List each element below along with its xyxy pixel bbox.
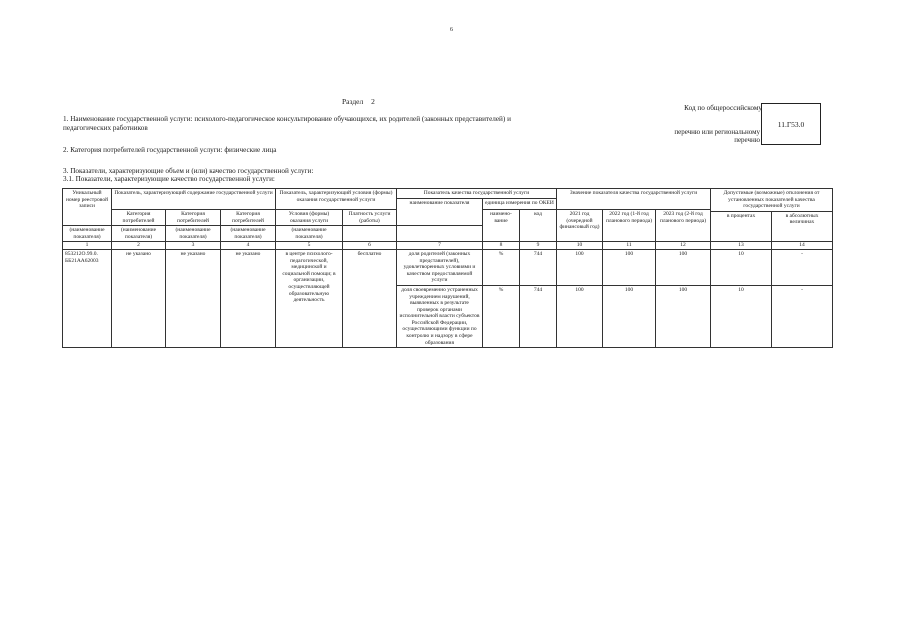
payment-cell: бесплатно	[343, 249, 397, 347]
header-unit-code: код	[520, 209, 557, 241]
header-name-hint-1: (наименование показателя)	[63, 226, 112, 242]
header-absolute: в абсолютных величинах	[772, 211, 833, 242]
header-service-forms: Условия (формы) оказания услуги	[276, 209, 343, 225]
header-consumer-category-1: Категория потребителей	[112, 209, 166, 225]
column-number: 7	[397, 242, 483, 250]
header-name-hint-3: (наименование показателя)	[166, 226, 221, 242]
value-2021-cell: 100	[557, 249, 603, 285]
code-value: 11.Г53.0	[777, 119, 805, 129]
value-2021-cell: 100	[557, 285, 603, 347]
header-indicator-name: наименование показателя	[397, 198, 483, 226]
header-indicator-values: Значение показателя качества государственной услуги	[557, 189, 711, 210]
header-consumer-category-2: Категория потребителей	[166, 209, 221, 225]
indicator-name-cell: доля родителей (законных представителей), удовлетворенных условиями и качеством предоставляемой услуги	[397, 249, 483, 285]
header-conditions-indicator: Показатель, характеризующий условия (формы) оказания государственной услуги	[276, 189, 397, 210]
header-year-2023: 2023 год (2-й год планового периода)	[656, 209, 711, 241]
indicator-name-cell: доля своевременно устраненных учреждением нарушений, выявленных в результате проверок органами исполнительной власти субъектов Российской Федерации, осуществляющими функции по контролю и надзору в сфере образования	[397, 285, 483, 347]
reg-number-cell: 853212О.99.0. ББ21АА62003	[63, 249, 112, 347]
content-cell-1: не указано	[112, 249, 166, 347]
column-number: 1	[63, 242, 112, 250]
column-number: 12	[656, 242, 711, 250]
header-payment: Платность услуги (работы)	[343, 209, 397, 225]
table-row	[63, 249, 833, 285]
deviation-percent-cell: 10	[711, 249, 772, 285]
quality-indicators-table	[62, 188, 833, 348]
header-empty-cell	[343, 226, 397, 242]
code-label-line-2: перечню или региональному перечню	[674, 128, 760, 144]
header-name-hint-2: (наименование показателя)	[112, 226, 166, 242]
header-unit: единица измерения по ОКЕИ	[483, 198, 557, 209]
value-2023-cell: 100	[656, 285, 711, 347]
service-name: 1. Наименование государственной услуги: психолого-педагогическое консультирование обучающихся, их родителей (законных представителей) и педагогических работников	[63, 115, 511, 132]
code-label-line-1: Код по общероссийскому	[684, 104, 762, 112]
section-label: Раздел	[342, 97, 364, 106]
deviation-absolute-cell: -	[772, 285, 833, 347]
unit-code-cell: 744	[520, 249, 557, 285]
unit-code-cell: 744	[520, 285, 557, 347]
deviation-percent-cell: 10	[711, 285, 772, 347]
unit-name-cell: %	[483, 249, 520, 285]
value-2023-cell: 100	[656, 249, 711, 285]
header-reg-number: Уникальный номер реестровой записи	[63, 189, 112, 226]
value-2022-cell: 100	[603, 285, 656, 347]
column-number: 11	[603, 242, 656, 250]
content-cell-3: не указано	[221, 249, 276, 347]
header-name-hint-4: (наименование показателя)	[221, 226, 276, 242]
header-quality-indicator: Показатель качества государственной услуги	[397, 189, 557, 199]
quality-indicators-heading: 3.1. Показатели, характеризующие качество государственной услуги:	[63, 175, 275, 183]
column-number: 10	[557, 242, 603, 250]
section-number: 2	[371, 97, 375, 106]
column-number: 4	[221, 242, 276, 250]
content-cell-2: не указано	[166, 249, 221, 347]
column-number: 5	[276, 242, 343, 250]
header-allowed-deviations: Допустимые (возможные) отклонения от установленных показателей качества государственной услуги	[711, 189, 833, 212]
deviation-absolute-cell: -	[772, 249, 833, 285]
section-heading	[342, 97, 375, 106]
column-numbers-row	[63, 242, 833, 250]
page-number: 6	[450, 27, 453, 33]
column-number: 14	[772, 242, 833, 250]
header-consumer-category-3: Категория потребителей	[221, 209, 276, 225]
column-number: 3	[166, 242, 221, 250]
column-number: 13	[711, 242, 772, 250]
code-box	[761, 103, 821, 145]
header-name-hint-5: (наименование показателя)	[276, 226, 343, 242]
unit-name-cell: %	[483, 285, 520, 347]
value-2022-cell: 100	[603, 249, 656, 285]
header-percent: в процентах	[711, 211, 772, 242]
header-year-2021: 2021 год (очередной финансовый год)	[557, 209, 603, 241]
header-unit-name: наимено-вание	[483, 209, 520, 241]
service-forms-cell: в центре психолого-педагогической, медицинской и социальной помощи; в организации, осуществляющей образовательную деятельность	[276, 249, 343, 347]
consumer-category: 2. Категория потребителей государственной услуги: физические лица	[63, 146, 277, 154]
header-content-indicator: Показатель, характеризующий содержание государственной услуги	[112, 189, 276, 210]
header-year-2022: 2022 год (1-й год планового периода)	[603, 209, 656, 241]
column-number: 2	[112, 242, 166, 250]
column-number: 9	[520, 242, 557, 250]
column-number: 6	[343, 242, 397, 250]
column-number: 8	[483, 242, 520, 250]
indicators-heading: 3. Показатели, характеризующие объем и (или) качество государственной услуги:	[63, 167, 314, 175]
